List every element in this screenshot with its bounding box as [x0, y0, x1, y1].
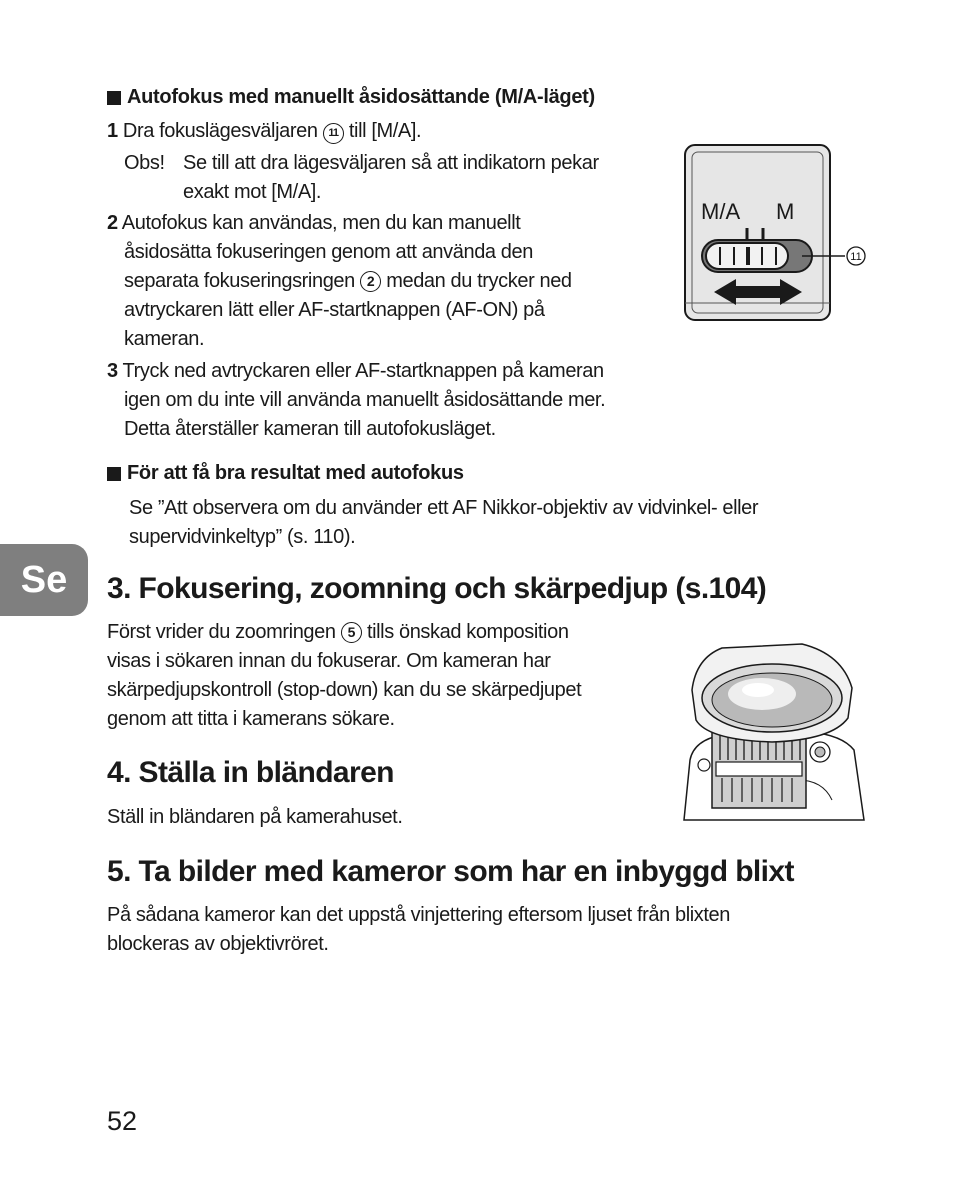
page-number: 52: [107, 1106, 138, 1136]
note-label: Obs!: [124, 152, 165, 174]
language-tab: Se: [0, 544, 88, 616]
aperture-text: Ställ in bländaren på kamerahuset.: [107, 806, 403, 828]
note-text: Se till att dra lägesväljaren så att indikatorn pekar exakt mot [M/A].: [183, 152, 599, 203]
switch-callout-number: 11: [850, 251, 862, 263]
note: [124, 149, 165, 178]
lens-on-camera-figure: [682, 640, 866, 826]
callout-number-icon: 2: [360, 271, 381, 292]
focusing-heading: 3. Fokusering, zoomning och skärpedjup (s.104): [107, 572, 767, 605]
square-bullet-icon: [107, 91, 121, 105]
step-2-cont: åsidosätta fokuseringen genom att använda den separata fokuseringsringen 2 medan du trycker ned avtryckaren lätt eller AF-startknappen (AF-ON) på kameran.: [124, 241, 572, 350]
callout-number-icon: 5: [341, 622, 362, 643]
ma-mode-title: Autofokus med manuellt åsidosättande (M/A-läget): [127, 86, 595, 108]
aperture-heading: 4. Ställa in bländaren: [107, 756, 394, 789]
good-results-text: Se ”Att observera om du använder ett AF Nikkor-objektiv av vidvinkel- eller supervidvinkeltyp” (s. 110).: [129, 497, 759, 548]
flash-text: På sådana kameror kan det uppstå vinjettering eftersom ljuset från blixten blockeras av objektivröret.: [107, 904, 730, 955]
ma-mode-heading: [107, 86, 595, 109]
focusing-text: Först vrider du zoomringen 5 tills önskad komposition visas i sökaren innan du fokuserar. Om kameran har skärpedjupskontroll (stop-down) kan du se skärpedjupet genom att titta i kamerans sökare.: [107, 621, 582, 730]
callout-number-icon: 11: [323, 123, 344, 144]
flash-heading: 5. Ta bilder med kameror som har en inbyggd blixt: [107, 855, 794, 888]
switch-label-ma: M/A: [701, 199, 741, 224]
square-bullet-icon: [107, 467, 121, 481]
focus-mode-switch-figure: [680, 140, 875, 326]
good-results-heading: [107, 462, 464, 485]
step-3: 3 Tryck ned avtryckaren eller AF-startknappen på kameran: [107, 360, 604, 382]
good-results-title: För att få bra resultat med autofokus: [127, 462, 464, 484]
step-2: 2 Autofokus kan användas, men du kan manuellt: [107, 212, 521, 234]
switch-label-m: M: [776, 199, 795, 224]
step-3-cont: igen om du inte vill använda manuellt åsidosättande mer. Detta återställer kameran till autofokusläget.: [124, 389, 606, 440]
step-1: 1 Dra fokuslägesväljaren 11 till [M/A].: [107, 120, 422, 142]
